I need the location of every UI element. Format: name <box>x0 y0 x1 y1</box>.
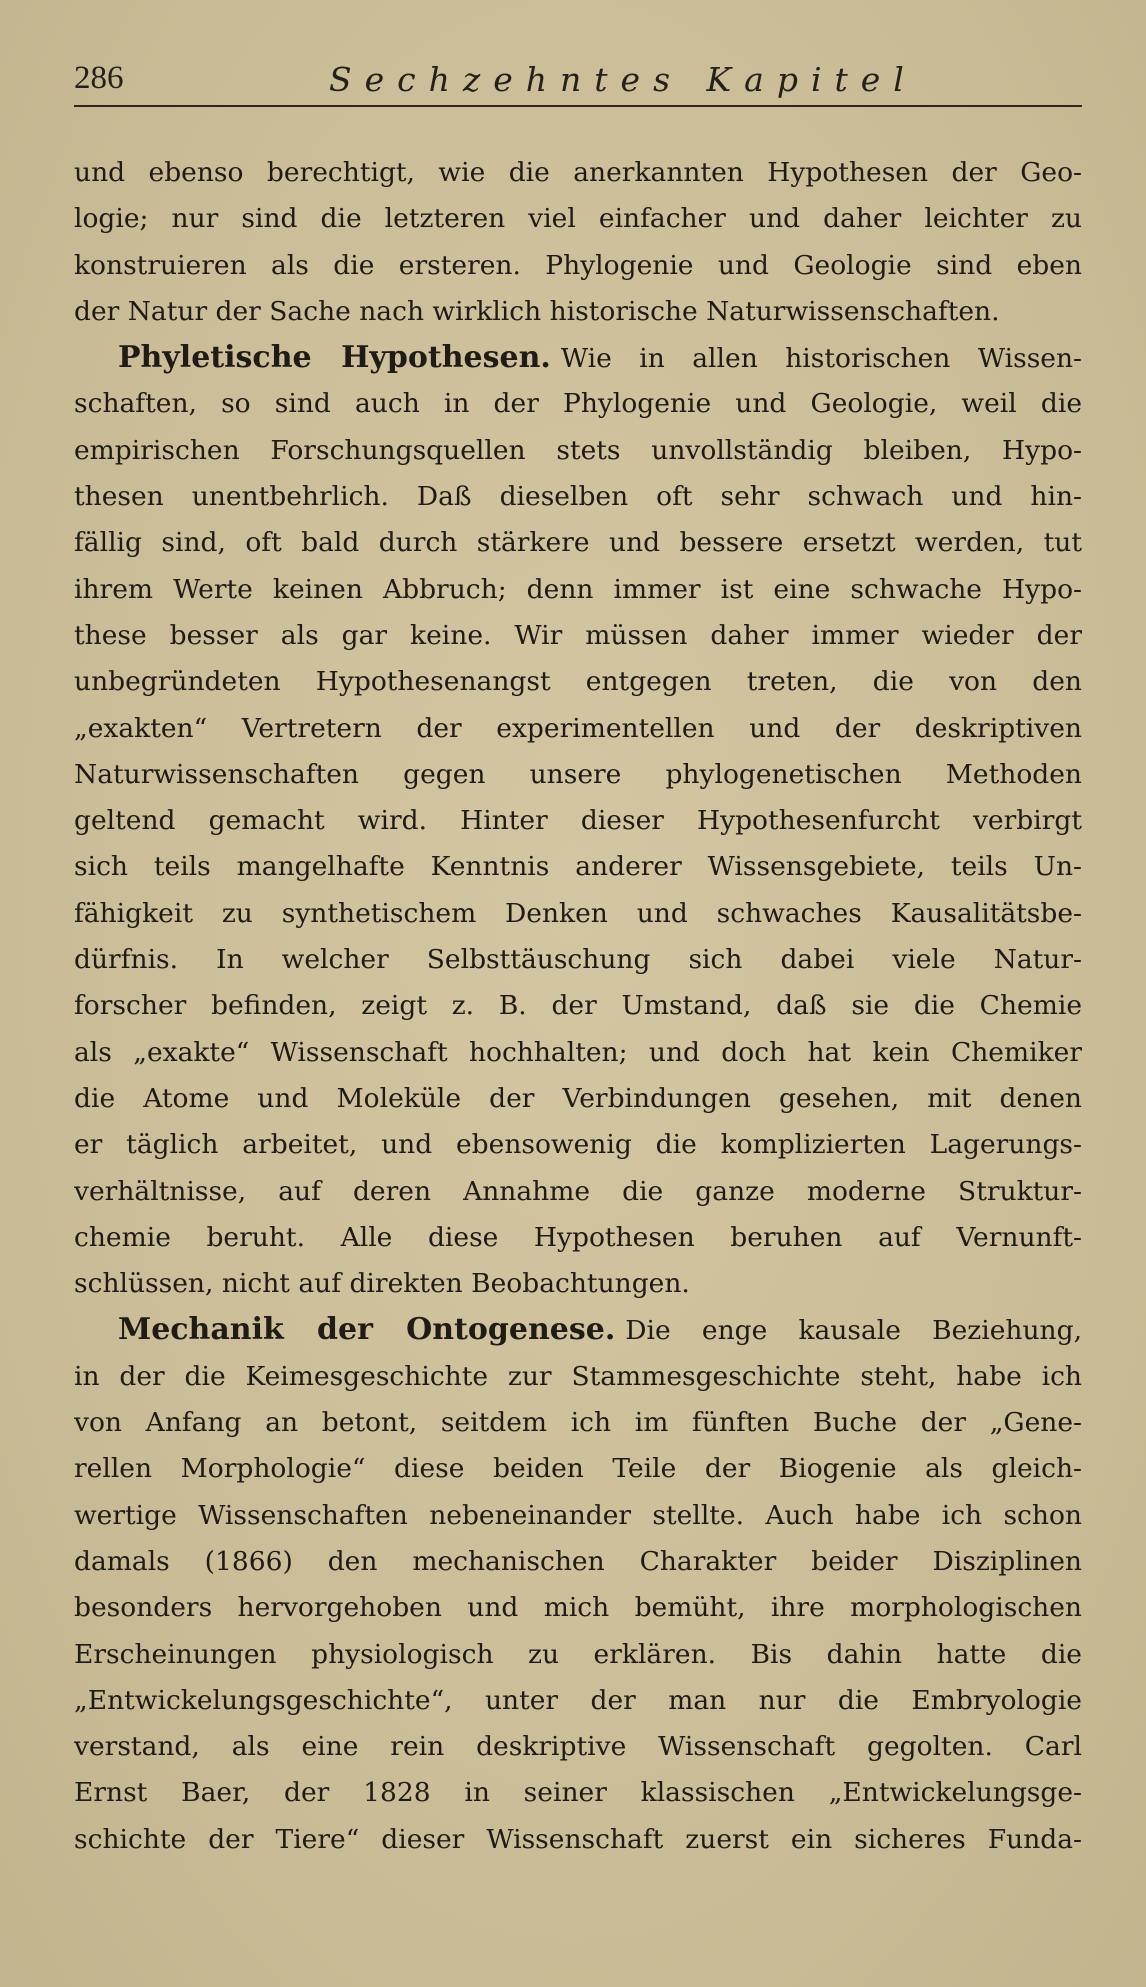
text-line: und ebenso berechtigt, wie die anerkannten Hypothesen der Geo- <box>74 157 1082 188</box>
text-line: verhältnisse, auf deren Annahme die ganze moderne Struktur- <box>74 1175 1082 1207</box>
text-line-with-heading <box>74 1307 1082 1353</box>
text-line: die Atome und Moleküle der Verbindungen gesehen, mit denen <box>74 1082 1082 1114</box>
text-line: „Entwickelungsgeschichte“, unter der man nur die Embryologie <box>74 1684 1082 1716</box>
text-line: damals (1866) den mechanischen Charakter beider Disziplinen <box>74 1545 1082 1577</box>
chapter-title: Sechzehntes Kapitel <box>329 60 917 99</box>
text-line: besonders hervorgehoben und mich bemüht, ihre morphologischen <box>74 1592 1082 1624</box>
text-line: schichte der Tiere“ dieser Wissenschaft zuerst ein sicheres Funda- <box>74 1823 1082 1855</box>
text-line: Ernst Baer, der 1828 in seiner klassischen „Entwickelungsge- <box>74 1777 1082 1809</box>
text-line: sich teils mangelhafte Kenntnis anderer Wissensgebiete, teils Un- <box>74 851 1082 883</box>
text-line: empirischen Forschungsquellen stets unvollständig bleiben, Hypo- <box>74 434 1082 466</box>
page-number: 286 <box>74 60 124 96</box>
text-line: fähigkeit zu synthetischem Denken und schwaches Kausalitätsbe- <box>74 897 1082 929</box>
text-line: Naturwissenschaften gegen unsere phylogenetischen Methoden <box>74 758 1082 790</box>
text-line: in der die Keimesgeschichte zur Stammesgeschichte steht, habe ich <box>74 1360 1082 1392</box>
text-line: fällig sind, oft bald durch stärkere und bessere ersetzt werden, tut <box>74 527 1082 559</box>
text-line: schaften, so sind auch in der Phylogenie und Geologie, weil die <box>74 388 1082 420</box>
text-line: Erscheinungen physiologisch zu erklären. Bis dahin hatte die <box>74 1638 1082 1670</box>
section-heading: Phyletische Hypothesen. <box>118 340 551 376</box>
text-line: schlüssen, nicht auf direkten Beobachtungen. <box>74 1268 690 1300</box>
text-line: unbegründeten Hypothesenangst entgegen treten, die von den <box>74 666 1082 698</box>
text-line: als „exakte“ Wissenschaft hochhalten; und doch hat kein Chemiker <box>74 1036 1082 1068</box>
text-line-with-heading <box>74 335 1082 381</box>
body-text <box>74 150 1082 1863</box>
text-line: konstruieren als die ersteren. Phylogenie und Geologie sind eben <box>74 249 1082 281</box>
paragraph-phyletische-hypothesen <box>74 335 1082 1307</box>
text-line: logie; nur sind die letzteren viel einfacher und daher leichter zu <box>74 203 1082 235</box>
text-line: thesen unentbehrlich. Daß dieselben oft sehr schwach und hin- <box>74 481 1082 513</box>
text-line: rellen Morphologie“ diese beiden Teile der Biogenie als gleich- <box>74 1453 1082 1485</box>
text-line: er täglich arbeitet, und ebensowenig die komplizierten Lagerungs- <box>74 1129 1082 1161</box>
text-line: forscher befinden, zeigt z. B. der Umstand, daß sie die Chemie <box>74 990 1082 1022</box>
text-line: wertige Wissenschaften nebeneinander stellte. Auch habe ich schon <box>74 1499 1082 1531</box>
header-rule <box>74 105 1082 107</box>
paragraph-1 <box>74 150 1082 335</box>
text-line: von Anfang an betont, seitdem ich im fünften Buche der „Gene- <box>74 1407 1082 1439</box>
paragraph-mechanik-der-ontogenese <box>74 1307 1082 1863</box>
text-line: these besser als gar keine. Wir müssen daher immer wieder der <box>74 619 1082 651</box>
text-line: „exakten“ Vertretern der experimentellen und der deskriptiven <box>74 712 1082 744</box>
text-line: der Natur der Sache nach wirklich historische Naturwissenschaften. <box>74 295 1000 327</box>
text-line: chemie beruht. Alle diese Hypothesen beruhen auf Vernunft- <box>74 1221 1082 1253</box>
text-line: geltend gemacht wird. Hinter dieser Hypothesenfurcht verbirgt <box>74 805 1082 837</box>
text-line-rest: Wie in allen historischen Wissen- <box>560 343 1082 375</box>
running-head <box>74 58 1082 106</box>
text-line: dürfnis. In welcher Selbsttäuschung sich dabei viele Natur- <box>74 944 1082 976</box>
text-line: ihrem Werte keinen Abbruch; denn immer ist eine schwache Hypo- <box>74 573 1082 605</box>
text-line-rest: Die enge kausale Beziehung, <box>625 1315 1082 1347</box>
text-line: verstand, als eine rein deskriptive Wissenschaft gegolten. Carl <box>74 1731 1082 1763</box>
section-heading: Mechanik der Ontogenese. <box>118 1312 616 1348</box>
